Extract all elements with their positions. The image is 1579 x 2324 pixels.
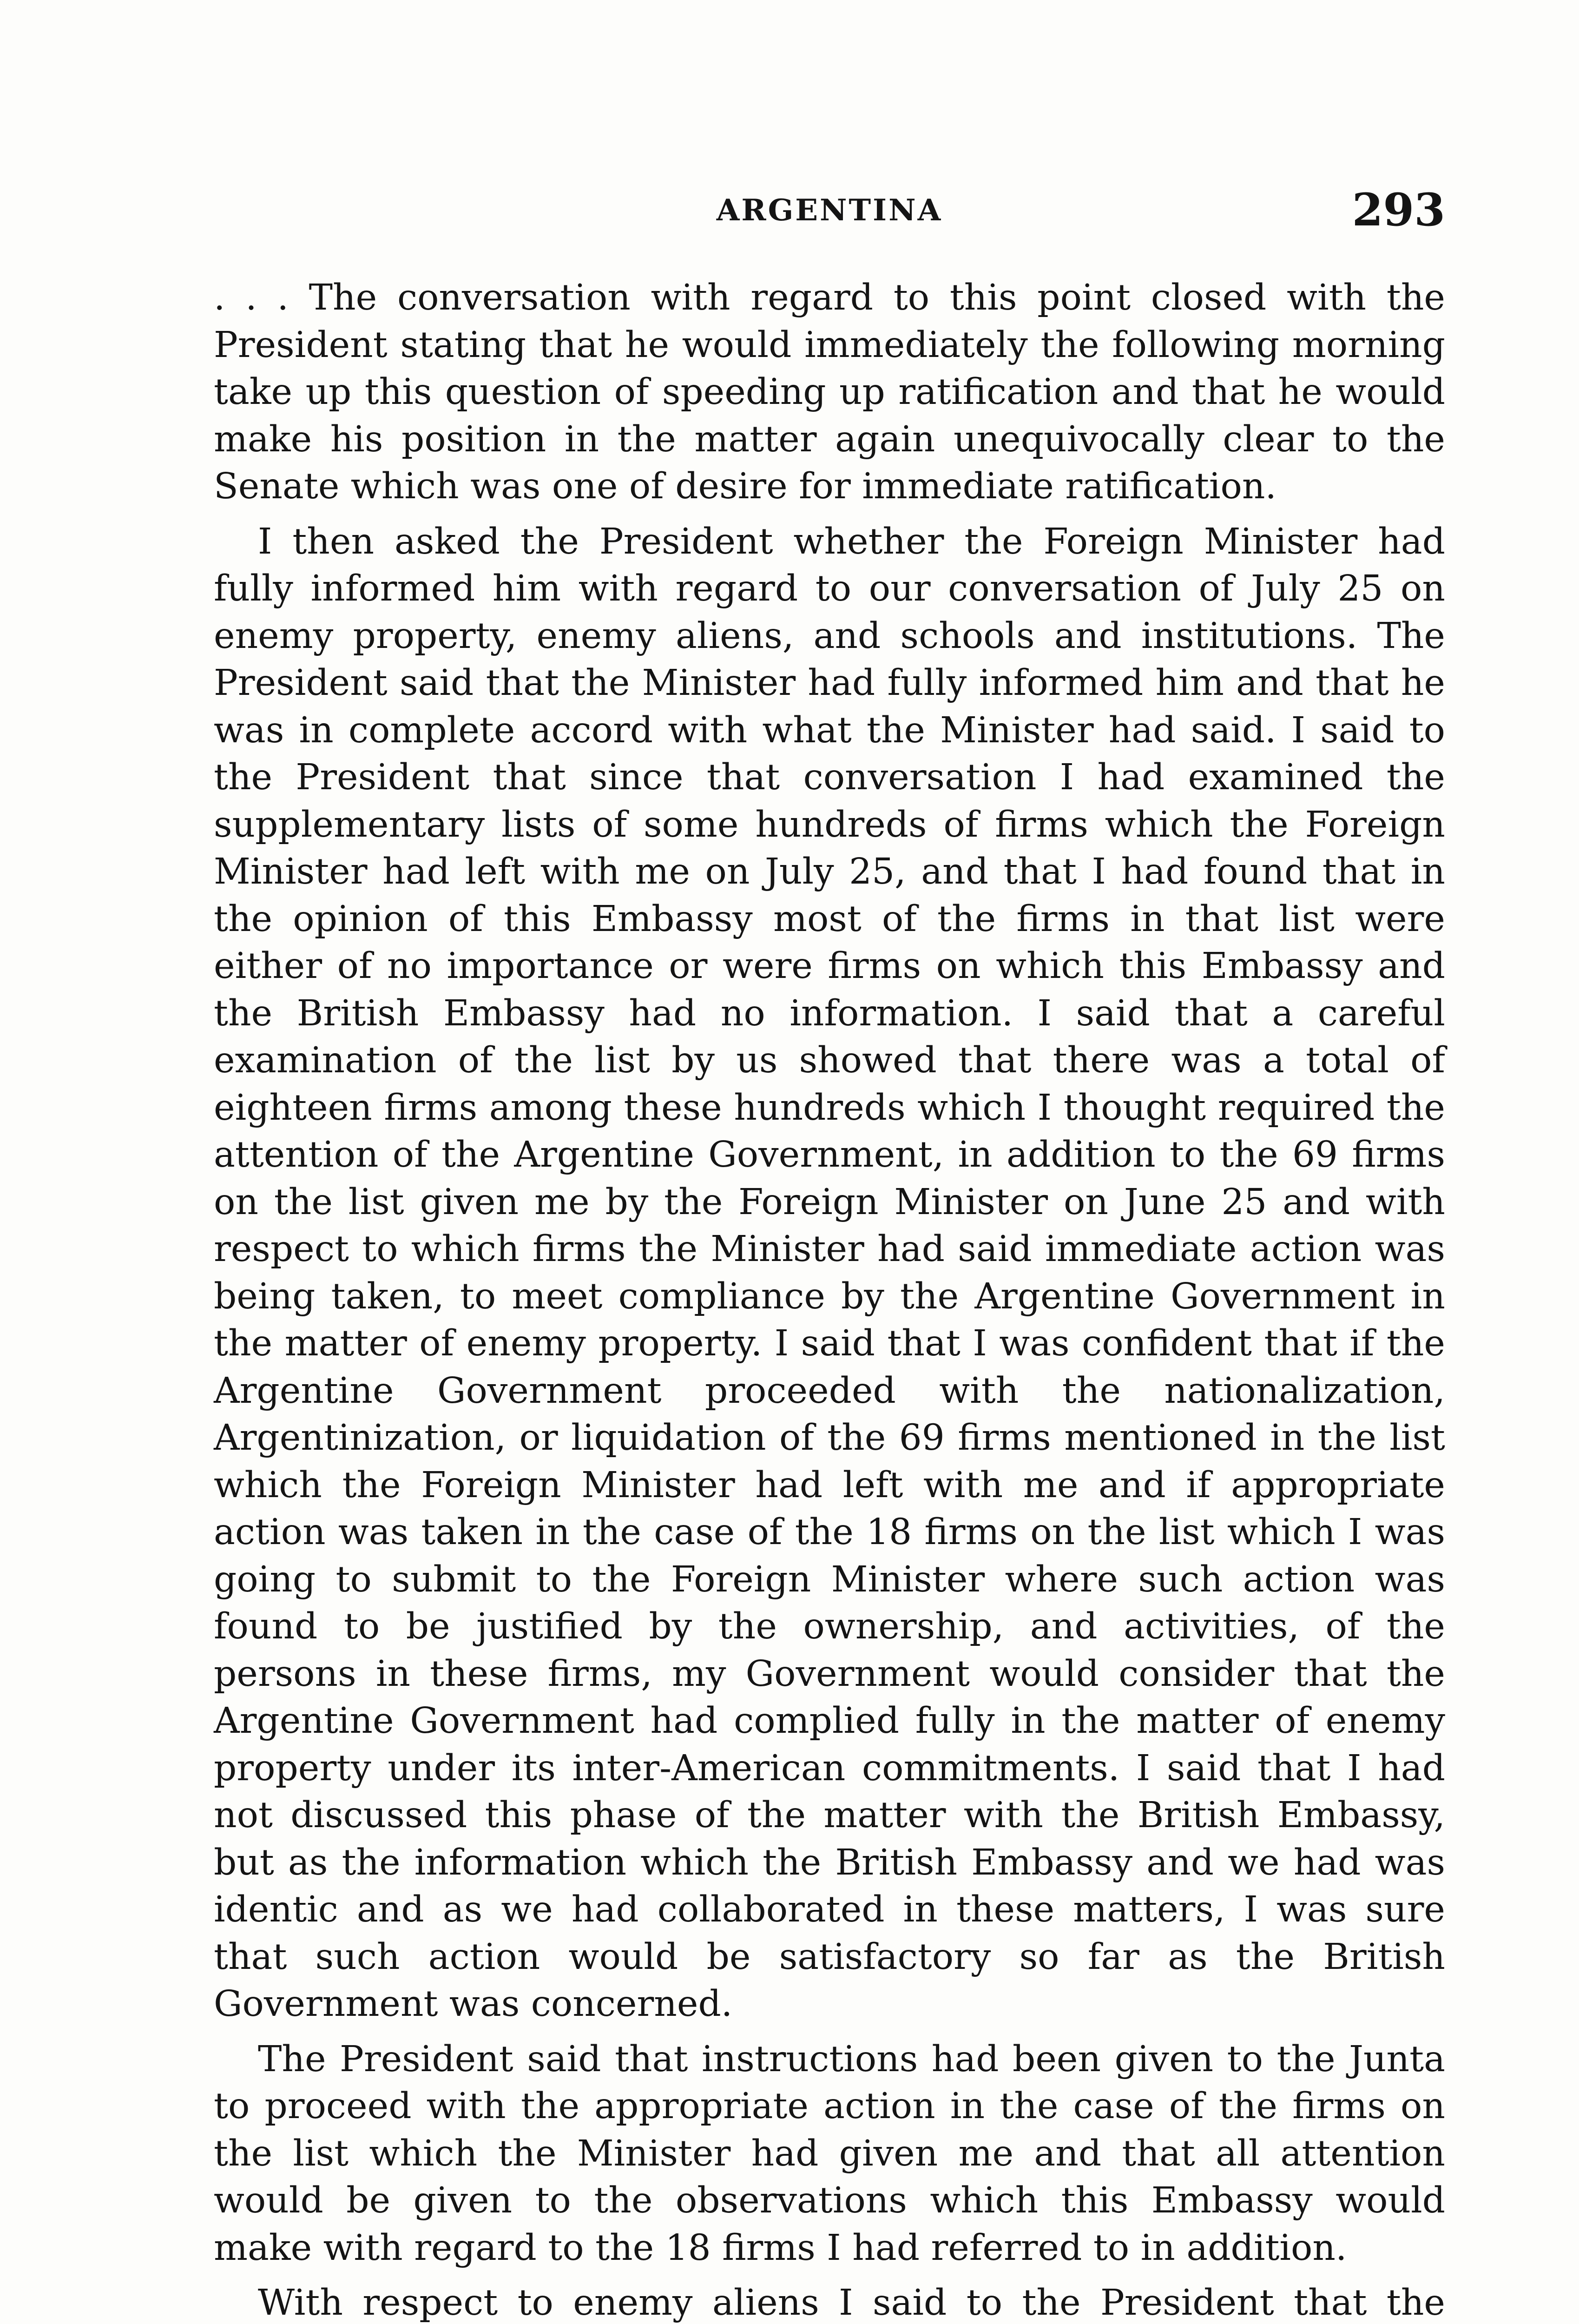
paragraph-2: I then asked the President whether the Foreign Minister had fully informed him with regard to our conversation of July 25 on enemy property, enemy aliens, and schools and institutions. The President said that the Minister had fully informed him and that he was in complete accord with what the Minister had said. I said to the President that since that conversation I had examined the supplementary lists of some hundreds of firms which the Foreign Minister had left with me on July 25, and that I had found that in the opinion of this Embassy most of the firms in that list were either of no importance or were firms on which this Embassy and the British Embassy had no information. I said that a careful examination of the list by us showed that there was a total of eighteen firms among these hundreds which I thought required the attention of the Argentine Government, in addition to the 69 firms on the list given me by the Foreign Minister on June 25 and with respect to which firms the Minister had said immediate action was being taken, to meet compliance by the Argentine Government in the matter of enemy property. I said that I was confident that if the Argentine Government proceeded with the nationalization, Argentinization, or liquidation of the 69 firms mentioned in the list which the Foreign Minister had left with me and if appropriate action was taken in the case of the 18 firms on the list which I was going to submit to the Foreign Minister where such action was found to be justified by the ownership, and activities, of the persons in these firms, my Government would consider that the Argentine Government had complied fully in the matter of enemy property under its inter-American commitments. I said that I had not discussed this phase of the matter with the British Embassy, but as the information which the British Embassy and we had was identic and as we had collaborated in these matters, I was sure that such action would be satisfactory so far as the British Government was concerned. — [214, 521, 1445, 2025]
paragraph-4: With respect to enemy aliens I said to the President that the — [258, 2282, 1445, 2324]
page-number: 293 — [1352, 184, 1445, 236]
running-head — [214, 184, 1445, 235]
paragraph-1: . . . The conversation with regard to this point closed with the President stating that he would immediately the following morning take up this question of speeding up ratification and that he would make his position in the matter again unequivocally clear to the Senate which was one of desire for immediate ratification. — [214, 277, 1445, 507]
body-text — [214, 274, 1445, 2324]
running-title: ARGENTINA — [716, 193, 943, 228]
paragraph-3: The President said that instructions had been given to the Junta to proceed with the appropriate action in the case of the firms on the list which the Minister had given me and that all attention would be given to the observations which this Embassy would make with regard to the 18 firms I had referred to in addition. — [214, 2038, 1445, 2269]
